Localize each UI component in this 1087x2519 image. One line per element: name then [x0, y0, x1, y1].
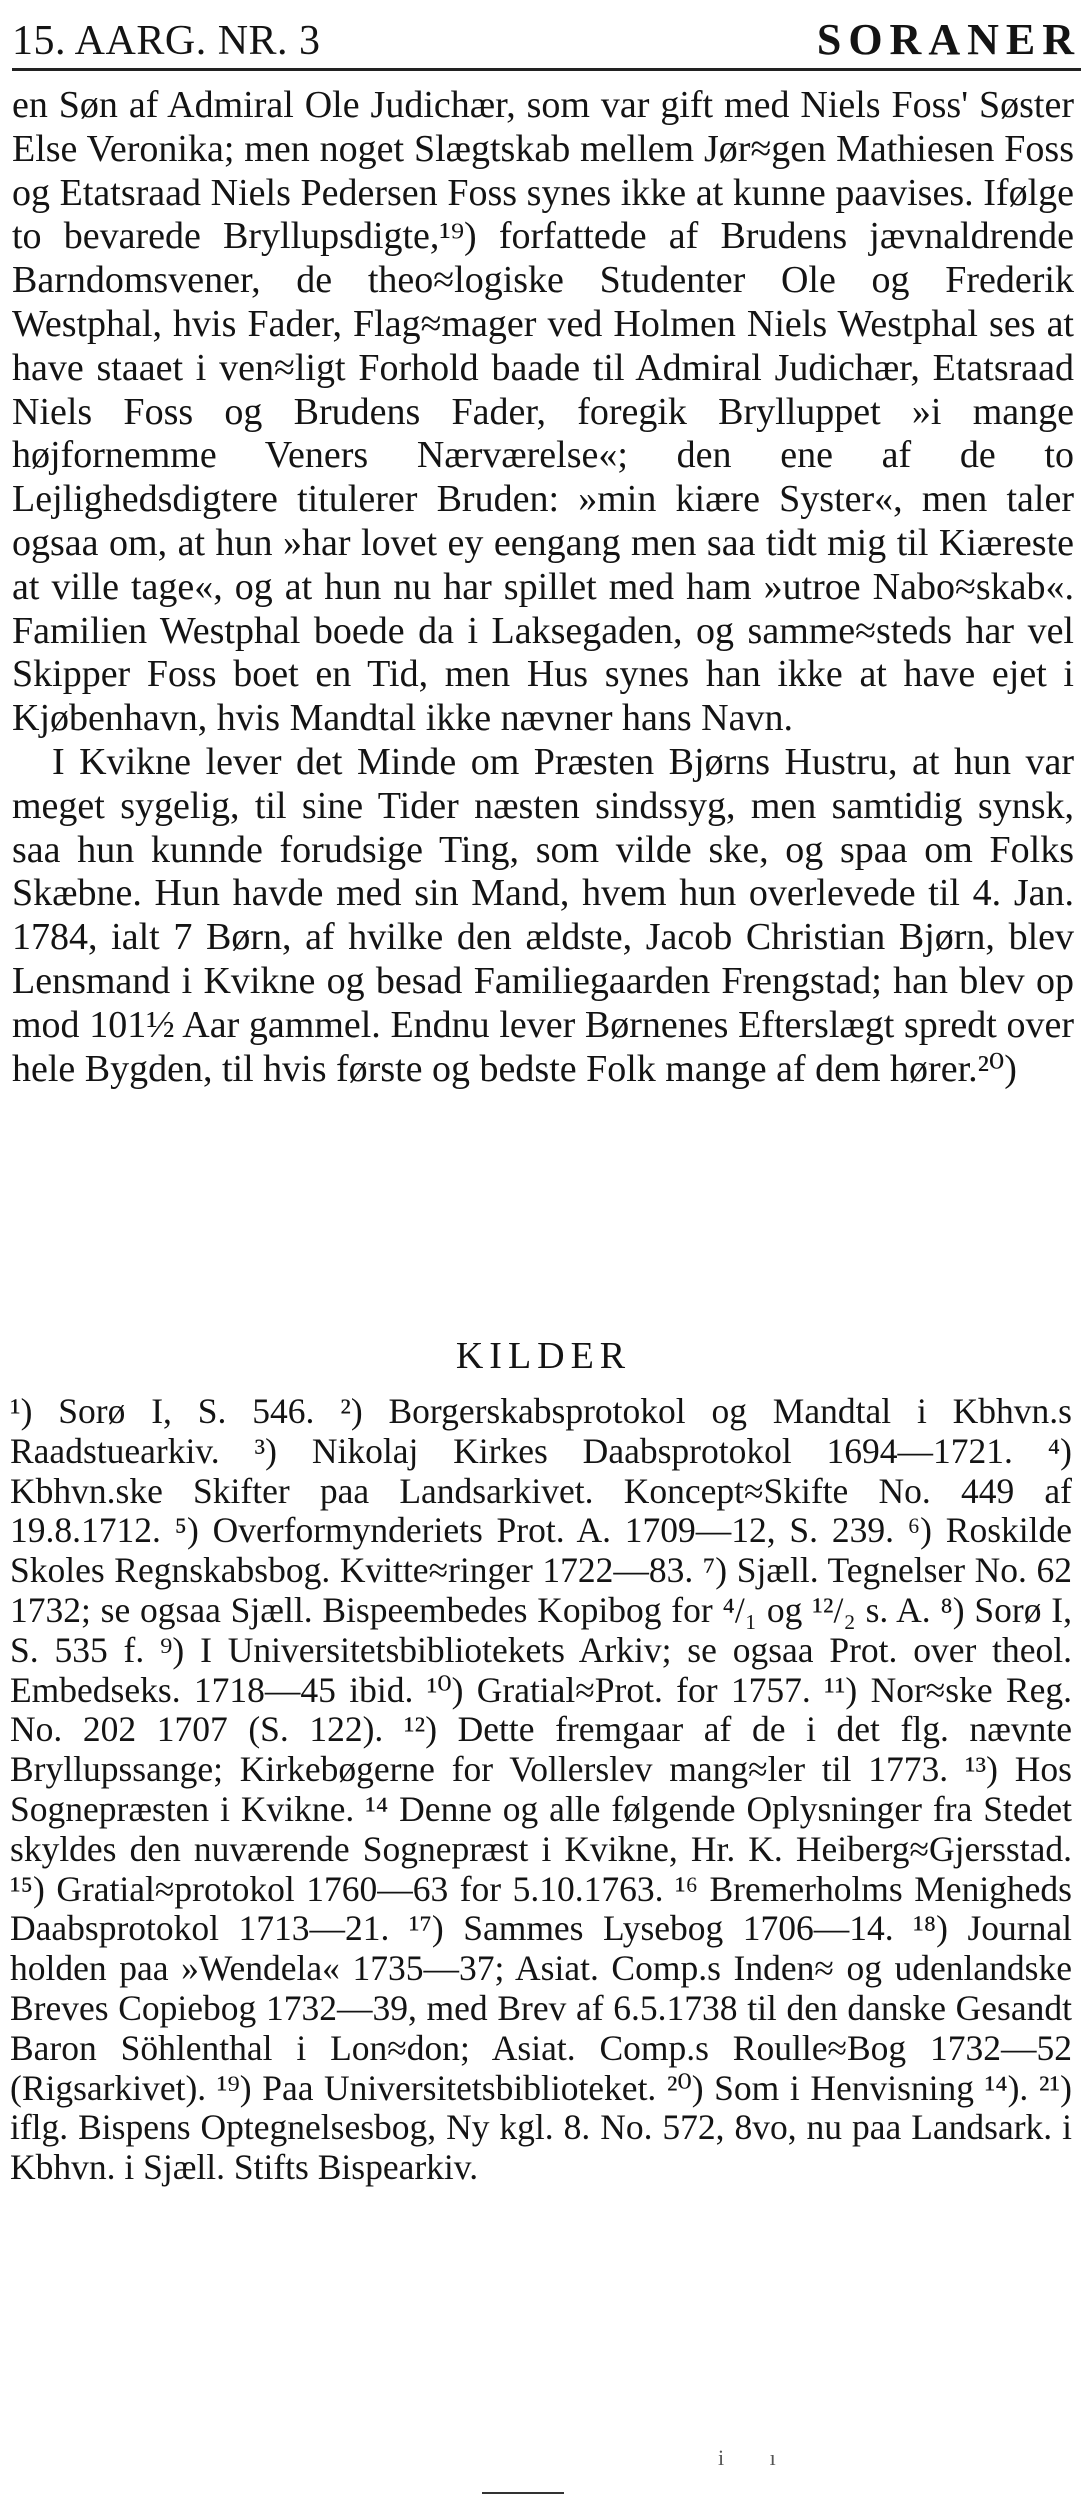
article-body [12, 84, 1074, 1091]
running-header [12, 14, 1081, 65]
paragraph: I Kvikne lever det Minde om Præsten Bjørns Hustru, at hun var meget sygelig, til sine Tider næsten sindssyg, men samtidig synsk, saa hun kunnde forudsige Ting, som vilde ske, og spaa om Folks Skæbne. Hun havde med sin Mand, hvem hun overlevede til 4. Jan. 1784, ialt 7 Børn, af hvilke den ældste, Jacob Christian Bjørn, blev Lensmand i Kvikne og besad Familiegaarden Frengstad; han blev op mod 101½ Aar gammel. Endnu lever Børnenes Efterslægt spredt over hele Bygden, til hvis første og bedste Folk mange af dem hører.²⁰) [12, 740, 1074, 1090]
stray-marks: i ı [718, 2445, 796, 2470]
journal-title: SORANER [816, 15, 1081, 64]
issue-label: 15. AARG. NR. 3 [12, 18, 321, 64]
sources-list: ¹) Sorø I, S. 546. ²) Borgerskabsprotokol og Mandtal i Kbhvn.s Raadstuearkiv. ³) Nikolaj Kirkes Daabsprotokol 1694—1721. ⁴) Kbhvn.ske Skifter paa Landsarkivet. Koncept≈Skifte No. 449 af 19.8.1712. ⁵) Overformynderiets Prot. A. 1709—12, S. 239. ⁶) Roskilde Skoles Regnskabsbog. Kvitte≈ringer 1722—83. ⁷) Sjæll. Tegnelser No. 62 1732; se ogsaa Sjæll. Bispeembedes Kopibog for ⁴/₁ og ¹²/₂ s. A. ⁸) Sorø I, S. 535 f. ⁹) I Universitetsbibliotekets Arkiv; se ogsaa Prot. over theol. Embedseks. 1718—45 ibid. ¹⁰) Gratial≈Prot. for 1757. ¹¹) Nor≈ske Reg. No. 202 1707 (S. 122). ¹²) Dette fremgaar af de i det flg. nævnte Bryllupssange; Kirkebøgerne for Vollerslev mang≈ler til 1773. ¹³) Hos Sognepræsten i Kvikne. ¹⁴ Denne og alle følgende Oplysninger fra Stedet skyldes den nuværende Sognepræst i Kvikne, Hr. K. Heiberg≈Gjersstad. ¹⁵) Gratial≈protokol 1760—63 for 5.10.1763. ¹⁶ Bremerholms Menigheds Daabsprotokol 1713—21. ¹⁷) Sammes Lysebog 1706—14. ¹⁸) Journal holden paa »Wendela« 1735—37; Asiat. Comp.s Inden≈ og udenlandske Breves Copiebog 1732—39, med Brev af 6.5.1738 til den danske Gesandt Baron Söhlenthal i Lon≈don; Asiat. Comp.s Roulle≈Bog 1732—52 (Rigsarkivet). ¹⁹) Paa Universitetsbiblioteket. ²⁰) Som i Henvisning ¹⁴). ²¹) iflg. Bispens Optegnelsesbog, Ny kgl. 8. No. 572, 8vo, nu paa Landsark. i Kbhvn. i Sjæll. Stifts Bispearkiv. [10, 1391, 1072, 2188]
end-rule [482, 2492, 564, 2494]
paragraph: en Søn af Admiral Ole Judichær, som var gift med Niels Foss' Søster Else Veronika; men noget Slægtskab mellem Jør≈gen Mathiesen Foss og Etatsraad Niels Pedersen Foss synes ikke at kunne paavises. Ifølge to bevarede Bryllupsdigte,¹⁹) forfattede af Brudens jævnaldrende Barndomsvener, de theo≈logiske Studenter Ole og Frederik Westphal, hvis Fader, Flag≈mager ved Holmen Niels Westphal ses at have staaet i ven≈ligt Forhold baade til Admiral Judichær, Etatsraad Niels Foss og Brudens Fader, foregik Brylluppet »i mange højfornemme Veners Nærværelse«; den ene af de to Lejlighedsdigtere titulerer Bruden: »min kiære Syster«, men taler ogsaa om, at hun »har lovet ey eengang men saa tidt mig til Kiæreste at ville tage«, og at hun nu har spillet med ham »utroe Nabo≈skab«. Familien Westphal boede da i Laksegaden, og samme≈steds har vel Skipper Foss boet en Tid, men Hus synes han ikke at have ejet i Kjøbenhavn, hvis Mandtal ikke nævner hans Navn. [12, 84, 1074, 740]
sources-heading: KILDER [455, 1335, 632, 1377]
header-rule [12, 68, 1081, 71]
